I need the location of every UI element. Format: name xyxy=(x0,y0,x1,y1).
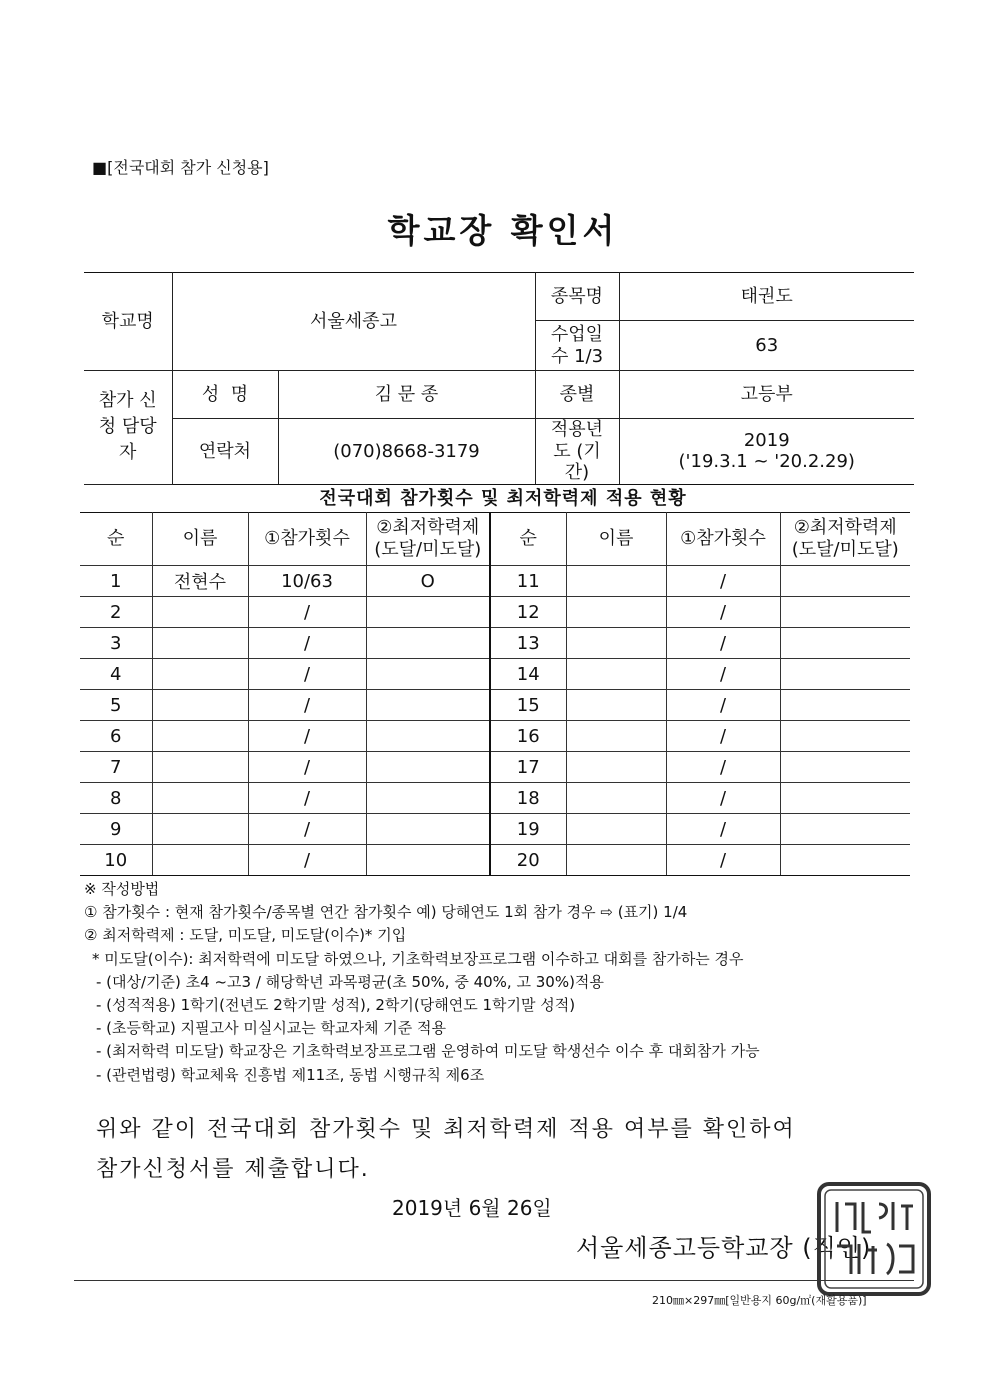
note-line-8: - (관련법령) 학교체육 진흥법 제11조, 동법 시행규칙 제6조 xyxy=(96,1065,485,1084)
student-name xyxy=(152,628,248,659)
student-name xyxy=(152,814,248,845)
table-row xyxy=(80,659,910,690)
table-row xyxy=(80,597,910,628)
note-line-4: - (대상/기준) 초4 ~고3 / 해당학년 과목평균(초 50%, 중 40%, 고 30%)적용 xyxy=(96,972,604,991)
year-value: 2019 xyxy=(743,429,790,451)
student-name xyxy=(566,566,666,597)
row-no: 19 xyxy=(490,814,566,845)
student-name xyxy=(566,845,666,876)
student-name xyxy=(566,721,666,752)
academic-status xyxy=(780,752,910,783)
row-no: 1 xyxy=(80,566,152,597)
confirmation-line-2: 참가신청서를 제출합니다. xyxy=(96,1157,370,1182)
academic-status xyxy=(366,659,490,690)
table-row xyxy=(80,752,910,783)
student-name xyxy=(566,814,666,845)
phone-label: 연락처 xyxy=(172,419,278,485)
academic-status xyxy=(780,566,910,597)
student-name xyxy=(152,783,248,814)
student-name xyxy=(152,659,248,690)
academic-status xyxy=(780,814,910,845)
row-no: 3 xyxy=(80,628,152,659)
participation-count: / xyxy=(248,752,366,783)
student-name xyxy=(152,690,248,721)
participation-count: / xyxy=(666,566,780,597)
table-row xyxy=(80,814,910,845)
division-label: 종별 xyxy=(535,371,619,419)
participation-count: / xyxy=(248,597,366,628)
participation-count: / xyxy=(666,659,780,690)
table-row xyxy=(80,721,910,752)
paper-spec: 210㎜×297㎜[일반용지 60g/㎡(재활용품)] xyxy=(652,1294,867,1307)
participation-count: / xyxy=(248,628,366,659)
note-line-7: - (최저학력 미도달) 학교장은 기초학력보장프로그램 운영하여 미도달 학생선수 이수 후 대회참가 가능 xyxy=(96,1042,760,1061)
school-value: 서울세종고 xyxy=(172,273,535,371)
days-value: 63 xyxy=(619,321,914,371)
year-label: 적용년도 (기간) xyxy=(535,419,619,485)
participation-count: / xyxy=(666,845,780,876)
student-name xyxy=(566,783,666,814)
student-name xyxy=(152,845,248,876)
row-no: 14 xyxy=(490,659,566,690)
student-name xyxy=(566,690,666,721)
academic-status xyxy=(366,628,490,659)
header-status-2: ②최저학력제 (도달/미도달) xyxy=(780,513,910,566)
table-row xyxy=(80,783,910,814)
contact-group-label: 참가 신청 담당자 xyxy=(84,371,172,485)
participation-table xyxy=(80,512,910,876)
table-row xyxy=(80,690,910,721)
header-name: 이름 xyxy=(152,513,248,566)
participation-title: 전국대회 참가횟수 및 최저학력제 적용 현황 xyxy=(319,488,687,509)
participation-count: / xyxy=(248,845,366,876)
academic-status xyxy=(366,690,490,721)
participation-count: / xyxy=(666,597,780,628)
academic-status xyxy=(366,783,490,814)
principal-signature: 서울세종고등학교장 (직인) xyxy=(576,1234,872,1262)
participation-count: / xyxy=(248,814,366,845)
school-label: 학교명 xyxy=(84,273,172,371)
academic-status xyxy=(366,814,490,845)
header-count: ①참가횟수 xyxy=(248,513,366,566)
academic-status xyxy=(780,690,910,721)
table-row xyxy=(80,628,910,659)
header-name-2: 이름 xyxy=(566,513,666,566)
period-value: ('19.3.1 ~ '20.2.29) xyxy=(678,451,855,473)
student-name xyxy=(566,597,666,628)
row-no: 16 xyxy=(490,721,566,752)
division-value: 고등부 xyxy=(619,371,914,419)
writing-instructions xyxy=(84,878,924,1087)
academic-status xyxy=(780,845,910,876)
academic-status xyxy=(780,597,910,628)
row-no: 13 xyxy=(490,628,566,659)
row-no: 9 xyxy=(80,814,152,845)
confirmation-statement xyxy=(96,1110,906,1190)
academic-status xyxy=(780,628,910,659)
row-no: 5 xyxy=(80,690,152,721)
participation-count: / xyxy=(248,783,366,814)
name-label: 성 명 xyxy=(172,371,278,419)
academic-status xyxy=(780,783,910,814)
note-line-6: - (초등학교) 지필고사 미실시교는 학교자체 기준 적용 xyxy=(96,1019,447,1038)
participation-count: / xyxy=(666,721,780,752)
academic-status: O xyxy=(366,566,490,597)
row-no: 20 xyxy=(490,845,566,876)
participation-count: / xyxy=(248,690,366,721)
header-count-2: ①참가횟수 xyxy=(666,513,780,566)
row-no: 7 xyxy=(80,752,152,783)
school-info-table xyxy=(84,272,914,485)
table-row xyxy=(80,845,910,876)
row-no: 4 xyxy=(80,659,152,690)
participation-count: / xyxy=(248,659,366,690)
row-no: 17 xyxy=(490,752,566,783)
academic-status xyxy=(366,721,490,752)
academic-status xyxy=(780,659,910,690)
academic-status xyxy=(366,597,490,628)
student-name xyxy=(152,597,248,628)
header-no-2: 순 xyxy=(490,513,566,566)
student-name xyxy=(152,752,248,783)
confirmation-line-1: 위와 같이 전국대회 참가횟수 및 최저학력제 적용 여부를 확인하여 xyxy=(96,1117,796,1142)
row-no: 10 xyxy=(80,845,152,876)
participation-count: / xyxy=(666,752,780,783)
note-line-2: ② 최저학력제 : 도달, 미도달, 미도달(이수)* 기입 xyxy=(84,926,407,945)
notes-heading: ※ 작성방법 xyxy=(84,880,160,898)
header-no: 순 xyxy=(80,513,152,566)
note-line-3: * 미도달(이수): 최저학력에 미도달 하였으나, 기초학력보장프로그램 이수하고 대회를 참가하는 경우 xyxy=(92,949,744,968)
issue-date: 2019년 6월 26일 xyxy=(392,1196,552,1220)
event-label: 종목명 xyxy=(535,273,619,321)
bottom-rule xyxy=(74,1280,914,1281)
row-no: 6 xyxy=(80,721,152,752)
note-line-5: - (성적적용) 1학기(전년도 2학기말 성적), 2학기(당해연도 1학기말 성적) xyxy=(96,996,576,1015)
row-no: 8 xyxy=(80,783,152,814)
row-no: 18 xyxy=(490,783,566,814)
participation-count: / xyxy=(666,690,780,721)
days-label: 수업일수 1/3 xyxy=(535,321,619,371)
row-no: 12 xyxy=(490,597,566,628)
academic-status xyxy=(366,845,490,876)
academic-status xyxy=(780,721,910,752)
event-value: 태권도 xyxy=(619,273,914,321)
student-name xyxy=(566,752,666,783)
header-status: ②최저학력제 (도달/미도달) xyxy=(366,513,490,566)
phone-value: (070)8668-3179 xyxy=(278,419,535,485)
participation-count: / xyxy=(666,628,780,659)
row-no: 15 xyxy=(490,690,566,721)
document-title: 학교장 확인서 xyxy=(387,211,619,250)
participation-count: / xyxy=(666,783,780,814)
student-name xyxy=(566,628,666,659)
row-no: 11 xyxy=(490,566,566,597)
name-value: 김 문 종 xyxy=(278,371,535,419)
row-no: 2 xyxy=(80,597,152,628)
form-type-tag: ■[전국대회 참가 신청용] xyxy=(92,158,269,177)
participation-count: 10/63 xyxy=(248,566,366,597)
academic-status xyxy=(366,752,490,783)
participation-count: / xyxy=(666,814,780,845)
note-line-1: ① 참가횟수 : 현재 참가횟수/종목별 연간 참가횟수 예) 당해연도 1회 참가 경우 ⇨ (표기) 1/4 xyxy=(84,903,688,922)
participation-count: / xyxy=(248,721,366,752)
student-name: 전현수 xyxy=(152,566,248,597)
year-cell xyxy=(619,419,914,485)
table-row xyxy=(80,566,910,597)
student-name xyxy=(152,721,248,752)
student-name xyxy=(566,659,666,690)
